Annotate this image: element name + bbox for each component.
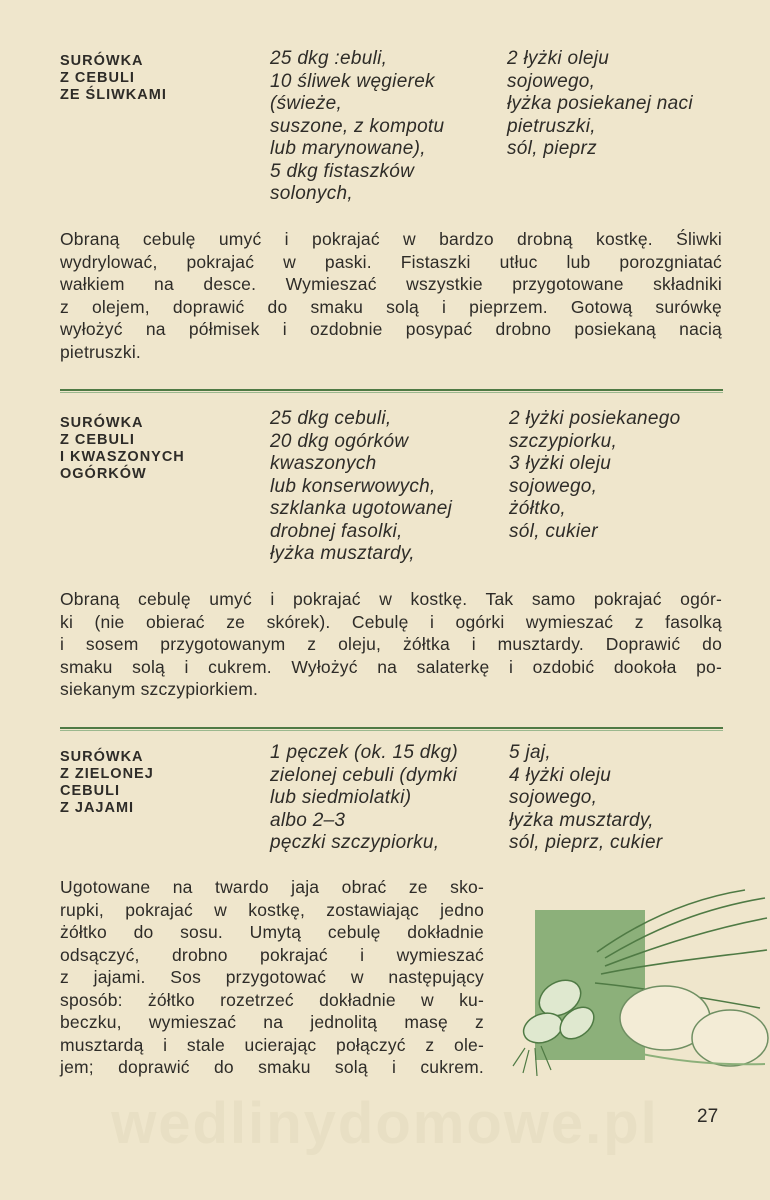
recipe-2-title: SURÓWKA Z CEBULI I KWASZONYCH OGÓRKÓW	[60, 415, 185, 482]
section-divider	[60, 727, 723, 729]
recipe-2-ingredients-col1: 25 dkg cebuli, 20 dkg ogórków kwaszonych lub konserwowych, szklanka ugotowanej drobnej fasolki, łyżka musztardy,	[270, 408, 453, 564]
recipe-3-ingredients-col2: 5 jaj, 4 łyżki oleju sojowego, łyżka musztardy, sól, pieprz, cukier	[509, 742, 663, 853]
green-onion-egg-illustration	[505, 888, 770, 1088]
page-number: 27	[697, 1106, 719, 1127]
recipe-3-instructions: Ugotowane na twardo jaja obrać ze sko- rupki, pokrajać w kostkę, zostawiając jedno żółtko do sosu. Umytą cebulę dokładnie odsączyć, drobno pokrajać i wymieszać z jajami. Sos przygotować w następujący sposób: żółtko rozetrzeć dokładnie w ku- beczku, wymieszać na jednolitą masę z musztardą i stale ucierając połączyć z ole- jem; doprawić do smaku solą i cukrem.	[60, 877, 484, 1077]
recipe-1-ingredients-col1: 25 dkg :ebuli, 10 śliwek węgierek (świeże, suszone, z kompotu lub marynowane), 5 dkg fistaszków solonych,	[270, 48, 445, 204]
recipe-1-instructions: Obraną cebulę umyć i pokrajać w bardzo drobną kostkę. Śliwki wydrylować, pokrajać w paski. Fistaszki utłuc lub porozgniatać wałkiem na desce. Wymieszać wszystkie przygotowane składniki z olejem, doprawić do smaku solą i pieprzem. Gotową surówkę wyłożyć na półmisek i ozdobnie posypać drobno posiekaną nacią pietruszki.	[60, 229, 722, 362]
recipe-2-instructions: Obraną cebulę umyć i pokrajać w kostkę. Tak samo pokrajać ogór- ki (nie obierać ze skórek). Cebulę i ogórki wymieszać z fasolką i sosem przygotowanym z oleju, żółtka i musztardy. Doprawić do smaku solą i cukrem. Wyłożyć na salaterkę i ozdobić dookoła po- siekanym szczypiorkiem.	[60, 589, 722, 699]
section-divider	[60, 389, 723, 391]
recipe-3-ingredients-col1: 1 pęczek (ok. 15 dkg) zielonej cebuli (dymki lub siedmiolatki) albo 2–3 pęczki szczypiorku,	[270, 742, 458, 853]
watermark: wedlinydomowe.pl	[111, 1091, 659, 1156]
recipe-1-title: SURÓWKA Z CEBULI ZE ŚLIWKAMI	[60, 53, 167, 103]
recipe-3-title: SURÓWKA Z ZIELONEJ CEBULI Z JAJAMI	[60, 749, 154, 816]
recipe-2-ingredients-col2: 2 łyżki posiekanego szczypiorku, 3 łyżki oleju sojowego, żółtko, sól, cukier	[509, 408, 681, 542]
recipe-1-ingredients-col2: 2 łyżki oleju sojowego, łyżka posiekanej naci pietruszki, sól, pieprz	[507, 48, 693, 159]
